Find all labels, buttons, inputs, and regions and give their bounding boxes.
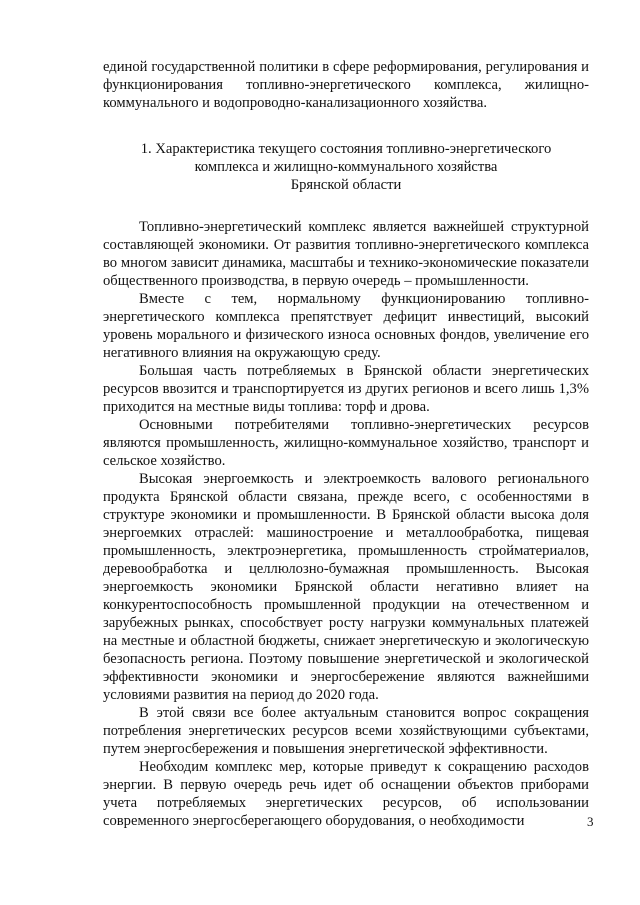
section-heading-line-1: 1. Характеристика текущего состояния топливно-энергетического: [140, 141, 552, 157]
intro-paragraph: единой государственной политики в сфере реформирования, регулирования и функционирования топливно-энергетического комплекса, жилищно-коммунального и водопроводно-канализационного хозяйства.: [103, 59, 589, 111]
section-heading-line-3: Брянской области: [290, 177, 402, 193]
paragraph-3: Большая часть потребляемых в Брянской области энергетических ресурсов ввозится и транспортируется из других регионов и всего лишь 1,3% приходится на местные виды топлива: торф и дрова.: [103, 363, 589, 415]
paragraph-1: Топливно-энергетический комплекс является важнейшей структурной составляющей экономики. От развития топливно-энергетического комплекса во многом зависит динамика, масштабы и технико-экономические показатели общественного производства, в первую очередь – промышленности.: [103, 219, 589, 289]
section-heading: [103, 140, 589, 194]
paragraph-6: В этой связи все более актуальным становится вопрос сокращения потребления энергетических ресурсов всеми хозяйствующими субъектами, путем энергосбережения и повышения энергетической эффективности.: [103, 705, 589, 757]
paragraph-5: Высокая энергоемкость и электроемкость валового регионального продукта Брянской области связана, прежде всего, с особенностями в структуре экономики и промышленности. В Брянской области высока доля энергоемких отраслей: машиностроение и металлообработка, пищевая промышленность, электроэнергетика, промышленность стройматериалов, деревообработка и целлюлозно-бумажная промышленность. Высокая энергоемкость экономики Брянской области негативно влияет на конкурентоспособность промышленной продукции на отечественном и зарубежных рынках, способствует росту нагрузки коммунальных платежей на местные и областной бюджеты, снижает энергетическую и экологическую безопасность региона. Поэтому повышение энергетической и экологической эффективности экономики и энергосбережение являются важнейшими условиями развития на период до 2020 года.: [103, 471, 589, 703]
paragraph-7: Необходим комплекс мер, которые приведут к сокращению расходов энергии. В первую очередь речь идет об оснащении объектов приборами учета потребляемых энергетических ресурсов, об использовании современного энергосберегающего оборудования, о необходимости: [103, 759, 589, 829]
document-body: [103, 58, 589, 830]
paragraph-2: Вместе с тем, нормальному функционированию топливно-энергетического комплекса препятствует дефицит инвестиций, высокий уровень морального и физического износа основных фондов, увеличение его негативного влияния на окружающую среду.: [103, 291, 589, 361]
page-number: 3: [587, 814, 594, 829]
section-heading-line-2: комплекса и жилищно-коммунального хозяйства: [194, 159, 498, 175]
paragraph-4: Основными потребителями топливно-энергетических ресурсов являются промышленность, жилищно-коммунальное хозяйство, транспорт и сельское хозяйство.: [103, 417, 589, 469]
